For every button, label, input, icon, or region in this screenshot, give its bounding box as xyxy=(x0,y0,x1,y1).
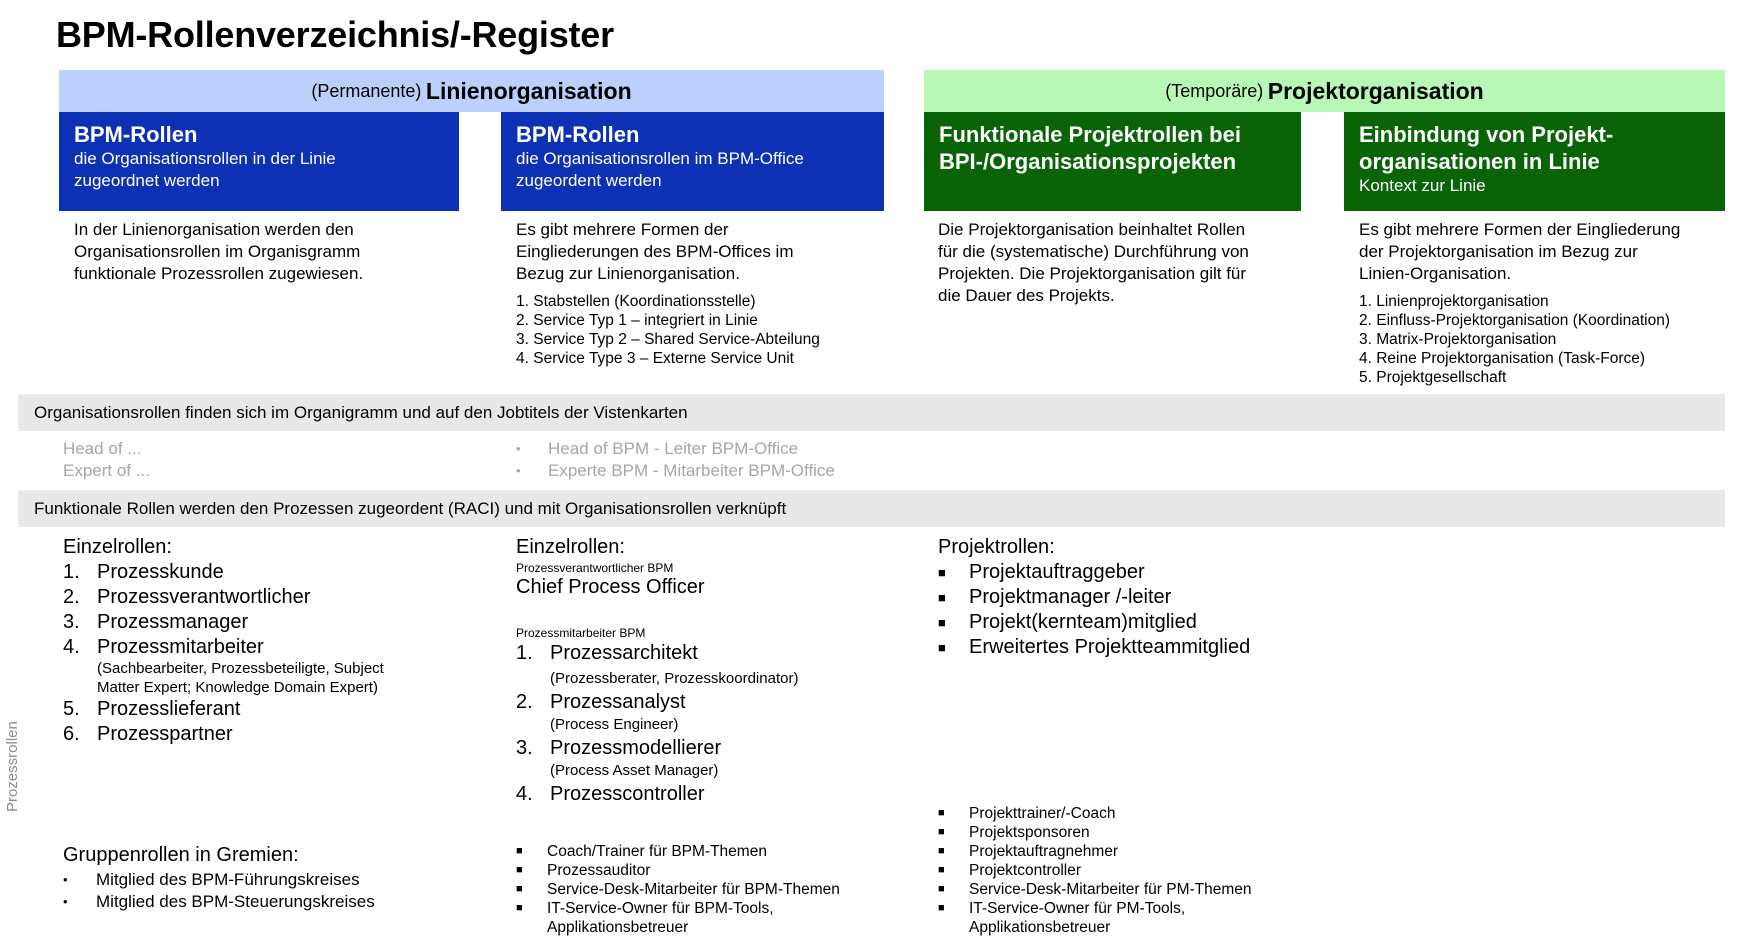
list-item: 3. Matrix-Projektorganisation xyxy=(1359,331,1557,348)
list-item: 1. Stabstellen (Koordinationsstelle) xyxy=(516,293,756,310)
sub-line: (Sachbearbeiter, Prozessbeteiligte, Subject xyxy=(97,660,384,677)
bpm-rollen-linie-header xyxy=(59,112,459,211)
desc-line: Organisationsrollen im Organisgramm xyxy=(74,242,361,261)
box-subtitle: zugeordent werden xyxy=(516,171,662,190)
desc-line: Es gibt mehrere Formen der xyxy=(516,220,729,239)
box-heading: BPM-Rollen xyxy=(516,122,640,147)
band-title: Linienorganisation xyxy=(425,77,632,104)
band-prefix: (Temporäre) xyxy=(1165,80,1264,101)
desc-line: die Dauer des Projekts. xyxy=(938,286,1115,305)
role-item: 2. Prozessanalyst xyxy=(516,691,686,713)
projekt-weitere-rollen-list xyxy=(938,804,1252,937)
projektrollen-heading: Projektrollen: xyxy=(938,536,1055,558)
desc-line: Bezug zur Linienorganisation. xyxy=(516,264,740,283)
desc-line: Projekten. Die Projektorganisation gilt für xyxy=(938,264,1247,283)
prozessrollen-side-label: Prozessrollen xyxy=(4,721,21,812)
role-item: 4. Prozessmitarbeiter xyxy=(63,636,264,658)
einbindung-projektorganisation-header xyxy=(1344,112,1725,211)
projektrollen-header xyxy=(924,112,1301,211)
box-description xyxy=(74,219,454,285)
list-item: ■ Service-Desk-Mitarbeiter für PM-Themen xyxy=(938,881,1252,898)
box-subtitle: Kontext zur Linie xyxy=(1359,176,1486,195)
jobtitle: Expert of ... xyxy=(63,461,150,480)
box-heading: organisationen in Linie xyxy=(1359,149,1600,174)
desc-line: funktionale Prozessrollen zugewiesen. xyxy=(74,264,364,283)
box-heading: BPM-Rollen xyxy=(74,122,198,147)
jobtitle-list-right xyxy=(516,438,835,482)
role-item: 4. Prozesscontroller xyxy=(516,783,705,805)
gruppenrollen-list xyxy=(63,869,375,913)
role-sub-description xyxy=(97,659,384,697)
list-item: 3. Service Typ 2 – Shared Service-Abteilung xyxy=(516,331,820,348)
list-item: 5. Projektgesellschaft xyxy=(1359,369,1507,386)
box-description xyxy=(516,219,886,285)
linienorganisation-band xyxy=(59,70,884,112)
box-description xyxy=(938,219,1308,307)
list-item: 4. Reine Projektorganisation (Task-Force) xyxy=(1359,350,1646,367)
list-item: ■ Erweitertes Projektteammitglied xyxy=(938,636,1251,658)
list-item: ■ Coach/Trainer für BPM-Themen xyxy=(516,843,767,860)
sub-line: Matter Expert; Knowledge Domain Expert) xyxy=(97,679,378,696)
einzelrollen-heading: Einzelrollen: xyxy=(63,536,172,558)
list-item: • Mitglied des BPM-Steuerungskreises xyxy=(63,892,375,911)
role-item: 1. Prozesskunde xyxy=(63,561,224,583)
list-item: ■ Projektcontroller xyxy=(938,862,1081,879)
box-heading: Funktionale Projektrollen bei xyxy=(939,122,1241,147)
list-item: ■ Projekt(kernteam)mitglied xyxy=(938,611,1197,633)
role-sub: (Process Asset Manager) xyxy=(550,762,719,779)
bpm-weitere-rollen-list xyxy=(516,842,840,937)
bpm-mitarbeiter-list xyxy=(516,641,798,807)
jobtitle-list-left xyxy=(63,438,150,482)
list-item: ■ Projektmanager /-leiter xyxy=(938,586,1172,608)
list-item: 2. Einfluss-Projektorganisation (Koordination) xyxy=(1359,312,1671,329)
eingliederung-projekt-list xyxy=(1359,292,1670,387)
cpo-role: Chief Process Officer xyxy=(516,576,705,598)
list-item: • Mitglied des BPM-Führungskreises xyxy=(63,870,360,889)
role-item: 3. Prozessmanager xyxy=(63,611,249,633)
desc-line: Die Projektorganisation beinhaltet Rollen xyxy=(938,220,1246,239)
list-item: ■ Prozessauditor xyxy=(516,862,651,879)
organisationsrollen-band: Organisationsrollen finden sich im Organigramm und auf den Jobtitels der Vistenkarten xyxy=(18,394,1725,431)
band-title: Projektorganisation xyxy=(1267,77,1484,104)
box-subtitle: zugeordnet werden xyxy=(74,171,220,190)
list-item: Applikationsbetreuer xyxy=(969,919,1111,936)
list-item: ■ Projektauftragnehmer xyxy=(938,843,1119,860)
gruppenrollen-heading: Gruppenrollen in Gremien: xyxy=(63,844,299,866)
desc-line: Linien-Organisation. xyxy=(1359,264,1512,283)
box-subtitle: die Organisationsrollen in der Linie xyxy=(74,149,336,168)
bpm-rollen-office-header xyxy=(501,112,884,211)
small-label: Prozessverantwortlicher BPM xyxy=(516,561,674,575)
role-sub: (Prozessberater, Prozesskoordinator) xyxy=(550,670,799,687)
einzelrollen-list-cont xyxy=(63,697,240,747)
desc-line: Eingliederungen des BPM-Offices im xyxy=(516,242,794,261)
list-item: ■ Service-Desk-Mitarbeiter für BPM-Themen xyxy=(516,881,840,898)
list-item: 4. Service Type 3 – Externe Service Unit xyxy=(516,350,794,367)
einzelrollen-bpm-heading: Einzelrollen: xyxy=(516,536,625,558)
band-prefix: (Permanente) xyxy=(311,80,422,101)
list-item: ■ IT-Service-Owner für PM-Tools, xyxy=(938,900,1186,917)
projektorganisation-band xyxy=(924,70,1725,112)
funktionale-rollen-band: Funktionale Rollen werden den Prozessen zugeordent (RACI) und mit Organisationsrollen verknüpft xyxy=(18,490,1725,527)
box-subtitle: die Organisationsrollen im BPM-Office xyxy=(516,149,804,168)
small-label: Prozessmitarbeiter BPM xyxy=(516,626,646,640)
list-item: ■ IT-Service-Owner für BPM-Tools, xyxy=(516,900,774,917)
box-heading: Einbindung von Projekt- xyxy=(1359,122,1614,147)
list-item: 1. Linienprojektorganisation xyxy=(1359,293,1549,310)
desc-line: In der Linienorganisation werden den xyxy=(74,220,354,239)
list-item: ■ Projektauftraggeber xyxy=(938,561,1145,583)
einzelrollen-list xyxy=(63,560,310,660)
jobtitle: • Experte BPM - Mitarbeiter BPM-Office xyxy=(516,461,835,480)
role-item: 6. Prozesspartner xyxy=(63,723,233,745)
role-item: 2. Prozessverantwortlicher xyxy=(63,586,311,608)
desc-line: Es gibt mehrere Formen der Eingliederung xyxy=(1359,220,1681,239)
list-item: ■ Projekttrainer/-Coach xyxy=(938,805,1116,822)
role-sub: (Process Engineer) xyxy=(550,716,679,733)
desc-line: für die (systematische) Durchführung von xyxy=(938,242,1249,261)
desc-line: der Projektorganisation im Bezug zur xyxy=(1359,242,1638,261)
list-item: Applikationsbetreuer xyxy=(547,919,689,936)
eingliederung-list xyxy=(516,292,820,368)
list-item: ■ Projektsponsoren xyxy=(938,824,1090,841)
box-description xyxy=(1359,219,1729,285)
box-heading: BPI-/Organisationsprojekten xyxy=(939,149,1237,174)
projektrollen-list xyxy=(938,560,1250,660)
role-item: 5. Prozesslieferant xyxy=(63,698,241,720)
role-item: 3. Prozessmodellierer xyxy=(516,737,722,759)
page-title: BPM-Rollenverzeichnis/-Register xyxy=(56,14,614,55)
role-item: 1. Prozessarchitekt xyxy=(516,642,698,664)
jobtitle: Head of ... xyxy=(63,439,142,458)
jobtitle: • Head of BPM - Leiter BPM-Office xyxy=(516,439,799,458)
list-item: 2. Service Typ 1 – integriert in Linie xyxy=(516,312,758,329)
